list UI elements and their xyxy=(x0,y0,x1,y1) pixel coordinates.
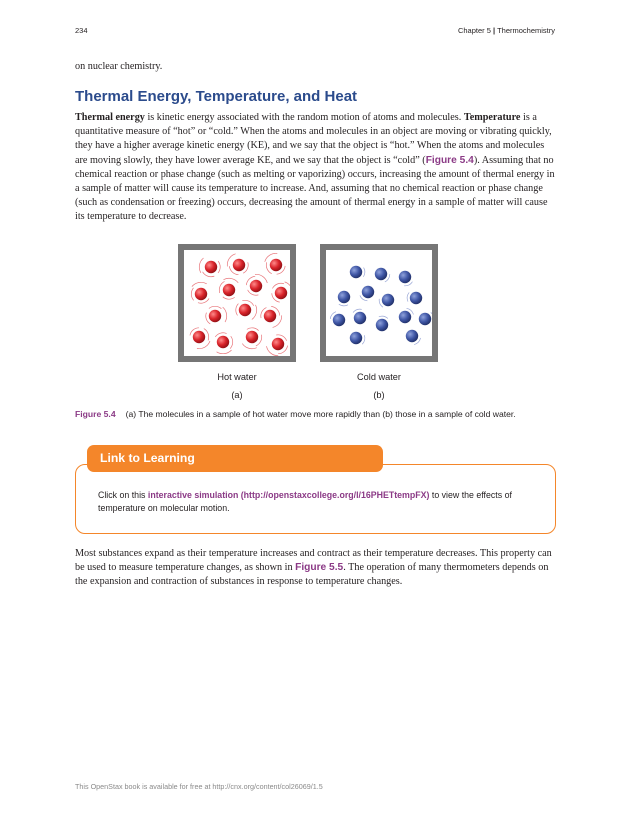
running-header xyxy=(458,26,555,35)
hot-molecule xyxy=(242,328,261,349)
hot-water-label: Hot water xyxy=(217,372,257,382)
hot-molecule xyxy=(215,333,232,354)
cold-molecule xyxy=(360,286,374,301)
hot-molecule xyxy=(199,258,220,277)
cold-molecule xyxy=(338,291,350,306)
hot-molecule xyxy=(191,282,209,303)
page-number: 234 xyxy=(75,26,88,35)
hot-molecule xyxy=(190,328,210,349)
paragraph1-text-2: is a quantitative measure of “hot” or “cold.” When the atoms and molecules in an object are moving or vibrating quickly, they have a higher average kinetic energy (KE), and we say that the object is “hot.” When the atoms and molecules are moving slowly, they have lower average KE, and we say that the object is “cold” ( xyxy=(75,112,552,166)
cold-molecule xyxy=(375,268,390,282)
cold-molecule xyxy=(399,271,413,286)
body-paragraph-2 xyxy=(75,547,557,590)
hot-molecule xyxy=(206,306,227,324)
body-paragraph-1 xyxy=(75,111,557,225)
hot-molecule xyxy=(246,274,267,295)
hot-molecule xyxy=(267,335,288,356)
hot-molecule xyxy=(227,254,248,275)
chapter-title: Thermochemistry xyxy=(497,26,555,35)
figure-5-5-link[interactable]: Figure 5.5 xyxy=(295,562,344,574)
hot-molecule xyxy=(219,278,238,299)
cold-molecule xyxy=(353,309,366,324)
hot-water-panel xyxy=(178,244,296,362)
hot-molecule xyxy=(236,300,257,319)
cold-molecule xyxy=(350,332,365,344)
cold-molecule xyxy=(406,330,421,345)
chapter-number: Chapter 5 xyxy=(457,26,491,35)
cold-molecule xyxy=(376,316,388,331)
cold-molecule xyxy=(419,312,432,325)
cold-molecule xyxy=(379,294,394,307)
ll-text-before: Click on this xyxy=(98,490,148,500)
interactive-simulation-link[interactable]: interactive simulation (http://openstaxcollege.org/l/16PHETtempFX) xyxy=(147,490,430,500)
cold-molecule xyxy=(399,308,414,323)
caption-text: (a) The molecules in a sample of hot water move more rapidly than (b) those in a sample of cold water. xyxy=(125,409,516,419)
page-footer: This OpenStax book is available for free at http://cnx.org/content/col26069/1.5 xyxy=(75,782,323,791)
term-temperature: Temperature xyxy=(463,112,521,123)
paragraph1-text-1: is kinetic energy associated with the random motion of atoms and molecules. xyxy=(144,112,464,123)
paragraph2-text-1: Most substances expand as their temperature increases and contract as their temperature decreases. This property can be used to measure temperature changes, as shown in xyxy=(75,548,552,574)
term-thermal-energy: Thermal energy xyxy=(75,112,145,123)
paragraph1-text-3: ). Assuming that no chemical reaction or phase change (such as melting or vaporizing) occurs, increasing the amount of thermal energy in a sample of matter will cause its temperature to increase. And, assuming that no chemical reaction or phase change (such as condensation or freezing) occurs, decreasing the amount of thermal energy in a sample of matter will cause its temperature to decrease. xyxy=(75,154,555,223)
hot-molecule xyxy=(272,282,290,302)
section-title: Thermal Energy, Temperature, and Heat xyxy=(75,88,358,105)
link-to-learning-title: Link to Learning xyxy=(87,445,383,472)
hot-molecule xyxy=(261,306,282,327)
figure-caption xyxy=(75,409,516,419)
header-separator: | xyxy=(493,26,496,35)
hot-molecules-illustration xyxy=(184,250,290,356)
panel-a-letter: (a) xyxy=(231,390,243,400)
link-to-learning-text xyxy=(98,489,538,514)
figure-number: Figure 5.4 xyxy=(75,409,116,419)
cold-molecule xyxy=(407,292,422,304)
cold-water-label: Cold water xyxy=(357,372,401,382)
ll-text-after: to view the effects of temperature on molecular motion. xyxy=(98,490,512,513)
hot-molecule xyxy=(265,253,285,274)
cold-molecules-illustration xyxy=(326,250,432,356)
cold-water-panel xyxy=(320,244,438,362)
cold-molecule xyxy=(350,266,365,278)
intro-fragment: on nuclear chemistry. xyxy=(75,61,163,72)
paragraph2-text-2: . The operation of many thermometers depends on the expansion and contraction of substances in response to temperature changes. xyxy=(75,562,549,588)
panel-b-letter: (b) xyxy=(373,390,385,400)
figure-5-4-link[interactable]: Figure 5.4 xyxy=(425,154,474,166)
cold-molecule xyxy=(330,312,345,326)
